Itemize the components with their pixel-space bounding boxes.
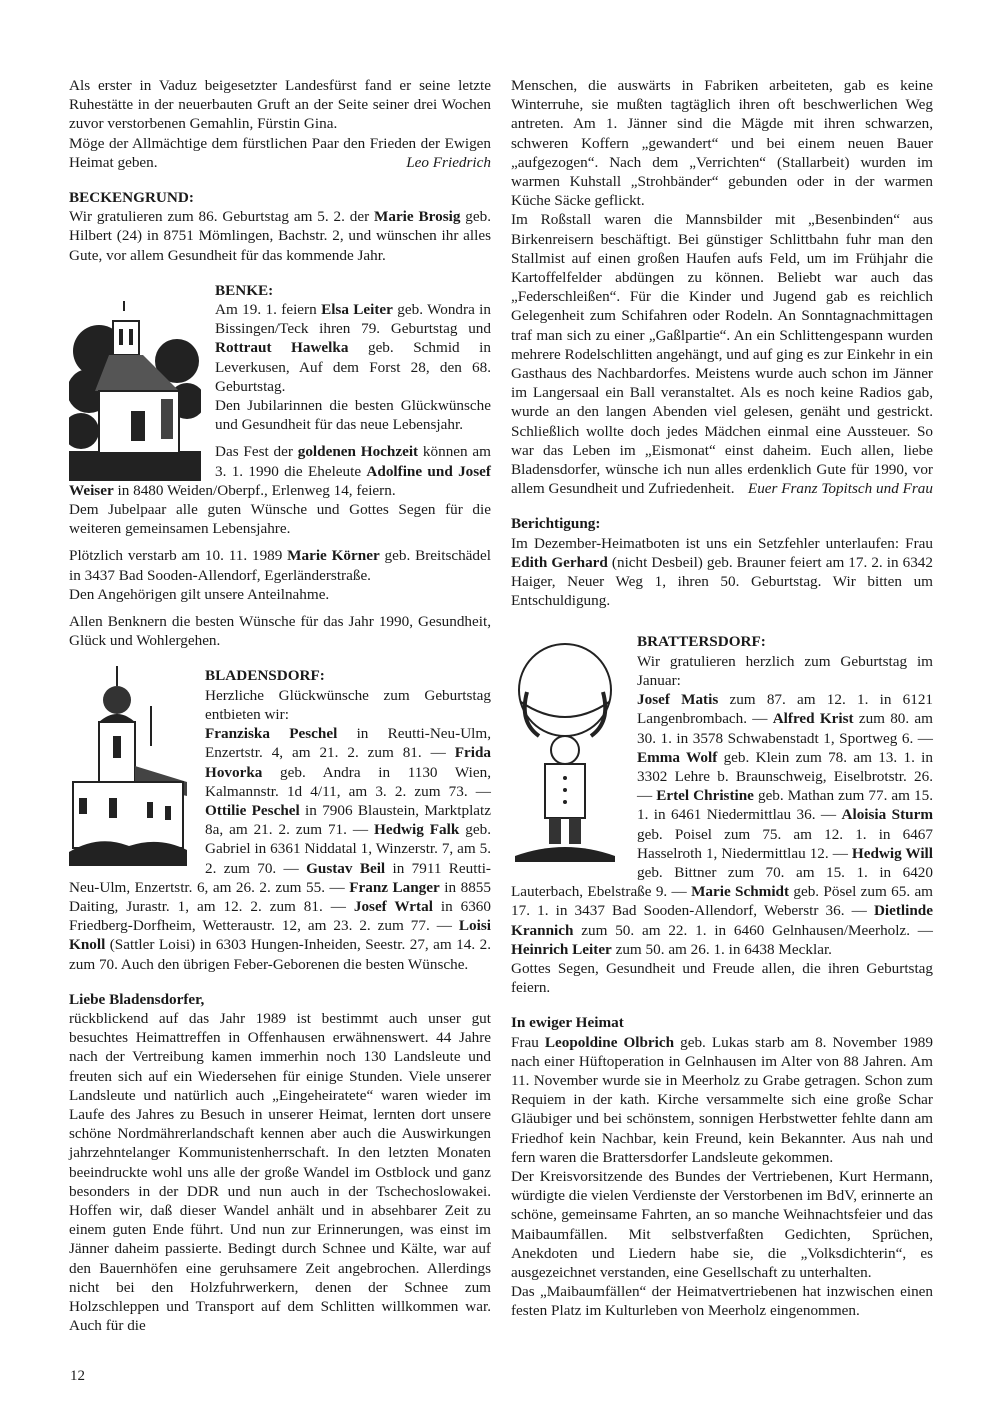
obituary-maibaum: Das „Maibaumfällen“ der Heimatvertriebenen hat inzwischen einen festen Platz im Kulturleben von Meerholz eingenommen. — [511, 1283, 933, 1320]
bladensdorf-intro: Herzliche Glückwünsche zum Geburtstag entbieten wir: — [205, 686, 491, 723]
section-heading-bladensdorf: BLADENSDORF: — [205, 667, 325, 685]
beckengrund-text: Wir gratulieren zum 86. Geburtstag am 5. 2. der Marie Brosig geb. Hilbert (24) in 8751 Mömlingen, Bachstr. 2, und wünschen ihr alles Gute, vor allem Gesundheit für das kommende Jahr. — [69, 208, 492, 264]
brattersdorf-section — [511, 632, 933, 997]
signature: Leo Friedrich — [406, 153, 491, 171]
condolence: Den Angehörigen gilt unsere Anteilnahme. — [69, 585, 330, 603]
brattersdorf-intro: Wir gratulieren herzlich zum Geburtstag im Januar: — [637, 652, 933, 689]
intro-blessing: Möge der Allmächtige dem fürstlichen Paar den Frieden der Ewigen Heimat geben. Leo Friedrich — [69, 134, 491, 171]
benke-death-notice: Plötzlich verstarb am 10. 11. 1989 Marie Körner geb. Breitschädel in 3437 Bad Sooden-Allendorf, Egerländerstraße. — [69, 547, 491, 584]
letter-continuation-2: Im Roßstall waren die Mannsbilder mit „Besenbinden“ aus Birkenreisern beschäftigt. Bei günstiger Schlittbahn fuhr man den Stallmist auf einen großen Haufen aufs Feld, um im Frühjahr die Kartoffelfelder abdüngen zu können. Beliebt war auch das „Federschleißen“. Für die Kinder und Jugend gab es reichlich Gelegenheit zum Schifahren oder Rodeln. An Sonntagnachmittagen traf man sich zu einer „Gaßlpartie“. An ein Schlittengespann wurden mehrere Rodelschlitten angehängt, und auf ging es zur Einkehr in ein Gasthaus des Nachbardorfes. Meistens wurde auch schon im Jänner im Langersaal ein Ball veranstaltet. Als es noch keine Radios gab, wurde an den langen Abenden viel gelesen, genäht und gestrickt. Schließlich wollte doch jedes Mädchen einmal eine Aussteuer. So war das Leben im „Eismonat“ einst daheim. Euch allen, liebe Bladensdorfer, wünsche ich nun alles erdenklich Gute für 1990, vor allem Gesundheit und Zufriedenheit. Euer Franz Topitsch und Frau — [511, 211, 933, 498]
section-heading-beckengrund: BECKENGRUND: — [69, 189, 194, 207]
section-heading-brattersdorf: BRATTERSDORF: — [637, 633, 766, 651]
letter-salutation: Liebe Bladensdorfer, — [69, 990, 205, 1008]
brattersdorf-closing: Gottes Segen, Gesundheit und Freude allen, die ihren Geburtstag feiern. — [511, 959, 933, 997]
brattersdorf-birthdays: Josef Matis zum 87. am 12. 1. in 6121 Langenbrombach. — Alfred Krist zum 80. am 30. 1. in 3578 Schwabenstadt 1, Sportweg 6. — Emma Wolf geb. Klein zum 78. am 13. 1. in 3302 Lehre b. Braunschweig, Eiselbrotstr. 26. — Ertel Christine geb. Mathan zum 77. am 15. 1. in 6461 Niedermittlau 36. — Aloisia Sturm geb. Poisel zum 75. am 12. 1. in 6467 Hasselroth 1, Niedermittlau 12. — Hedwig Will geb. Bittner zum 70. am 15. 1. in 6420 Lauterbach, Ebelstraße 9. — Marie Schmidt geb. Pösel zum 65. am 17. 1. in 3437 Bad Sooden-Allendorf, Weberstr 36. — Dietlinde Krannich zum 50. am 22. 1. in 6460 Gelnhausen/Meerholz. — Heinrich Leiter zum 50. am 26. 1. in 6438 Mecklar. — [511, 691, 934, 958]
letter-continuation: Menschen, die auswärts in Fabriken arbeiteten, gab es keine Winterruhe, sie mußten tagtäglich ihren oft beschwerlichen Weg antreten. Am 1. Jänner sind die Mägde mit ihren schwarzen, schweren Koffern „gewandert“ und bei einem neuen Bauer „aufgezogen“. Nach dem „Verrichten“ (Stallarbeit) wurden im warmen Kuhstall „Strohbänder“ gebunden oder in der warmen Küche Säcke geflickt. — [511, 77, 933, 210]
church-illustration — [69, 666, 191, 866]
page-number: 12 — [70, 1368, 85, 1384]
intro-paragraph: Als erster in Vaduz beigesetzter Landesfürst fand er seine letzte Ruhestätte in der neuerbauten Gruft an der Seite seiner drei Wochen zuvor verstorbenen Gemahlin, Fürstin Gina. — [69, 77, 491, 133]
letter-signature: Euer Franz Topitsch und Frau — [747, 480, 933, 498]
obituary-tribute: Der Kreisvorsitzende des Bundes der Vertriebenen, Kurt Hermann, würdigte die vielen Verdienste der Verstorbenen im BdV, erinnerte an schöne, gemeinsame Fahrten, an so manche Weihnachtsfeier und das Maibaumfällen. Mit selbstverfaßten Gedichten, Sprüchen, Anekdoten und Liedern habe sie, die „Volksdichterin“, es ausgezeichnet verstanden, eine Gesellschaft zu unterhalten. — [511, 1167, 933, 1281]
obituary-text: Frau Leopoldine Olbrich geb. Lukas starb am 8. November 1989 nach einer Hüftoperation in Gelnhausen im Alter von 88 Jahren. Am 11. November wurde sie in Meerholz zu Grabe getragen. Schon zum Requiem in der kath. Kirche versammelte sich eine große Schar Gläubiger und bei schönstem, sonnigen Herbstwetter fehlte dann am Friedhof kein Nachbar, kein Freund, kein Bekannter. Aus nah und fern waren die Brattersdorfer Landsleute gekommen. — [511, 1033, 933, 1166]
chapel-illustration — [69, 281, 201, 481]
berichtigung-text: Im Dezember-Heimatboten ist uns ein Setzfehler unterlaufen: Frau Edith Gerhard (nicht Desbeil) geb. Brauner feiert am 17. 2. in 6342 Haiger, Neuer Weg 1, ihren 50. Geburtstag. Wir bitten um Entschuldigung. — [511, 534, 933, 610]
bladensdorf-birthdays: Franziska Peschel in Reutti-Neu-Ulm, Enzertstr. 4, am 21. 2. zum 81. — Frida Hovorka geb. Andra in 1130 Wien, Kalmannstr. 1d 4/11, am 3. 2. zum 73. — Ottilie Peschel in 7906 Blaustein, Marktplatz 8a, am 21. 2. zum 71. — Hedwig Falk geb. Gabriel in 6361 Niddatal 1, Winzerstr. 7, am 5. 2. zum 70. — Gustav Beil in 7911 Reutti-Neu-Ulm, Enzertstr. 6, am 26. 2. zum 55. — Franz Langer in 8855 Daiting, Jurastr. 1, am 12. 2. zum 81. — Josef Wrtal in 6360 Friedberg-Dorfheim, Wetteraustr. 12, am 23. 2. zum 77. — Loisi Knoll (Sattler Loisi) in 6303 Hungen-Inheiden, Seestr. 27, am 14. 2. zum 70. Auch den übrigen Feber-Geborenen die besten Wünsche. — [69, 725, 492, 973]
section-heading-berichtigung: Berichtigung: — [511, 515, 601, 533]
section-heading-obituary: In ewiger Heimat — [511, 1014, 624, 1032]
right-column — [511, 76, 933, 1321]
golden-wedding: Das Fest der goldenen Hochzeit können am 3. 1. 1990 die Eheleute Adolfine und Josef Weiser in 8480 Weiden/Oberpf., Erlenweg 14, feiern. — [69, 443, 491, 499]
globe-figure-illustration — [511, 632, 623, 864]
benke-birthdays: Am 19. 1. feiern Elsa Leiter geb. Wondra in Bissingen/Teck ihren 79. Geburtstag und Rottraut Hawelka geb. Schmid in Leverkusen, Auf dem Forst 28, den 68. Geburtstag. — [215, 301, 491, 395]
letter-body: rückblickend auf das Jahr 1989 ist bestimmt auch unser gut besuchtes Heimattreffen in Offenhausen erwähnenswert. 44 Jahre nach der Vertreibung kamen immerhin noch 130 Landsleute und freuten sich auf ein Wiedersehen für einige Stunden. Viele unserer Landsleute und natürlich auch „Eingeheiratete“ waren wieder im Laufe des Jahres zu Besuch in unserer Heimat, lernten dort unsere schöne Nordmährerlandschaft kennen aber auch die Auswirkungen jahrzehntelanger Kommunistenherrschaft. In den letzten Monaten beeindruckte wohl uns alle der große Wandel im Ostblock und ganz besonders in der DDR und nun auch in der Tschechoslowakei. Hoffen wir, daß dieser Wandel anhält und in absehbarer Zeit zu einem guten Ende führt. Und nun zur Erinnerungen, was einst im Jänner daheim passierte. Bedingt durch Schnee und Kälte, war auf den Bauernhöfen eine geruhsamere Zeit angebrochen. Allerdings nicht bei den Holzfuhrwerkern, denen der Schnee zum Holzschleppen und Transport auf dem Schlitten willkommen war. Auch für die — [69, 1009, 491, 1335]
golden-wedding-wishes: Dem Jubelpaar alle guten Wünsche und Gottes Segen für die weiteren gemeinsamen Lebensjahre. — [69, 501, 491, 538]
bladensdorf-section — [69, 666, 491, 973]
benke-new-year-wishes: Allen Benknern die besten Wünsche für das Jahr 1990, Gesundheit, Glück und Wohlergehen. — [69, 613, 491, 650]
benke-section — [69, 281, 491, 651]
left-column — [69, 76, 491, 1335]
benke-wishes: Den Jubilarinnen die besten Glückwünsche und Gesundheit für das neue Lebensjahr. — [215, 397, 491, 434]
section-heading-benke: BENKE: — [215, 281, 274, 299]
